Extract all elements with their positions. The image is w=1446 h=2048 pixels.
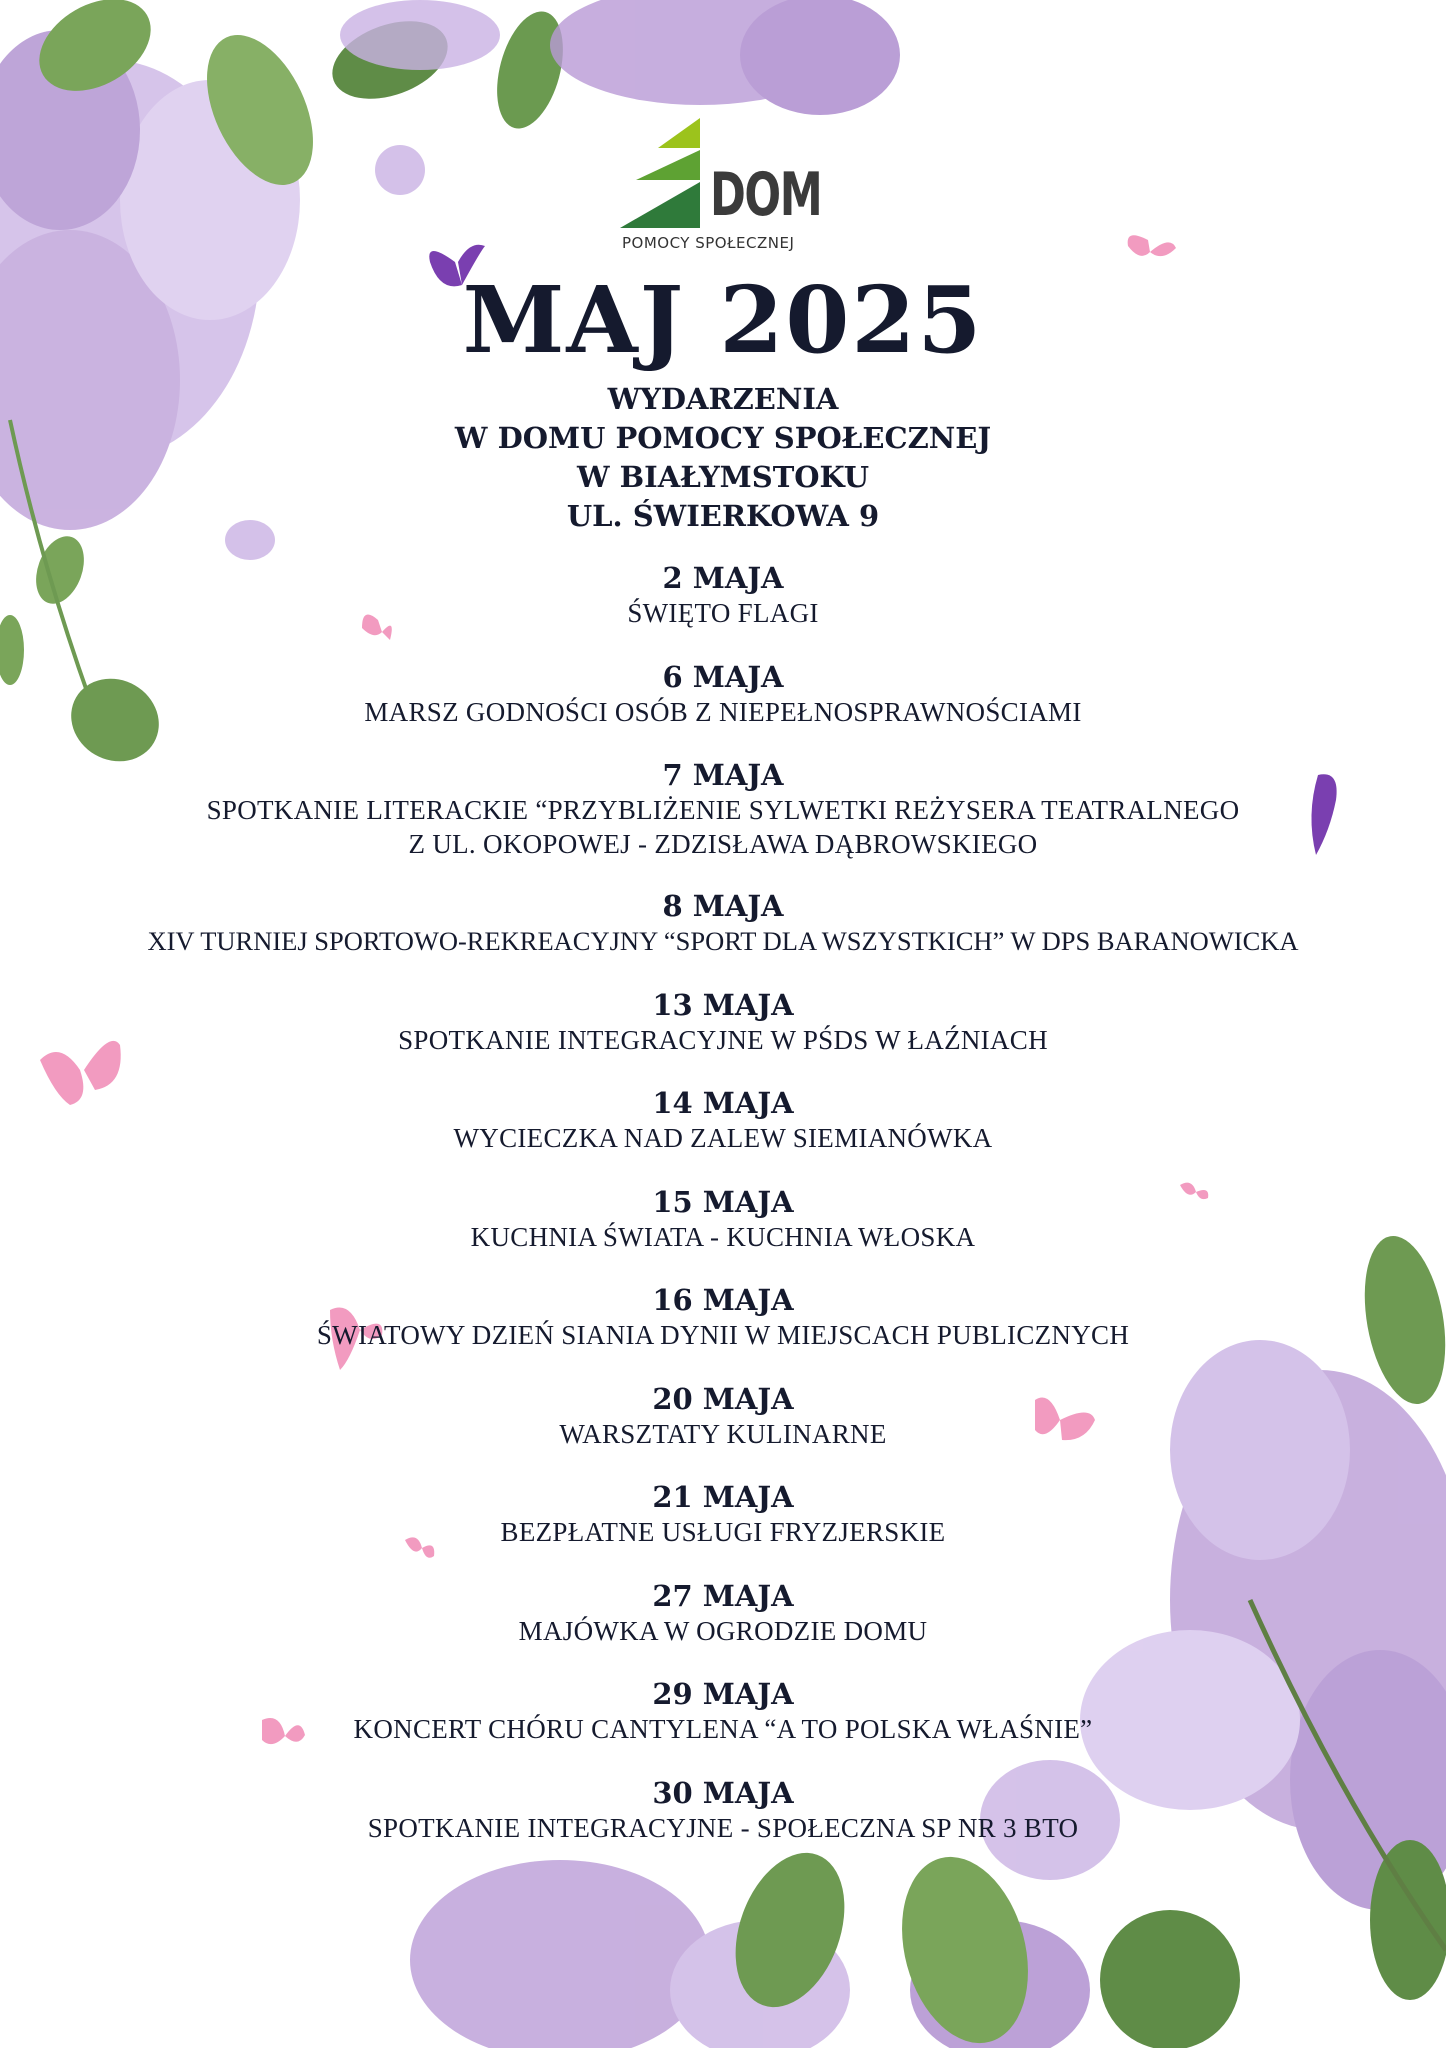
subtitle-line: WYDARZENIA [607, 382, 839, 416]
event-item [0, 1775, 1446, 1874]
event-date: 6 MAJA [662, 659, 784, 694]
event-item [0, 1282, 1446, 1381]
event-item [0, 659, 1446, 758]
event-date: 27 MAJA [652, 1578, 794, 1613]
event-item [0, 1676, 1446, 1775]
logo-tree-icon [620, 118, 710, 228]
event-date: 8 MAJA [662, 889, 784, 923]
logo-subtitle: POMOCY SPOŁECZNEJ [622, 234, 795, 252]
event-description: WARSZTATY KULINARNE [559, 1418, 887, 1449]
logo-brand: DOM [710, 160, 822, 230]
event-description: XIV TURNIEJ SPORTOWO-REKREACYJNY “SPORT DLA WSZYSTKICH” W DPS BARANOWICKA [147, 926, 1299, 956]
event-description: ŚWIĘTO FLAGI [627, 598, 819, 628]
event-date: 13 MAJA [652, 987, 794, 1022]
event-item [0, 1578, 1446, 1677]
subtitle-line: W DOMU POMOCY SPOŁECZNEJ [454, 421, 992, 455]
event-description: WYCIECZKA NAD ZALEW SIEMIANÓWKA [453, 1123, 993, 1153]
event-item [0, 757, 1446, 888]
event-item [0, 1381, 1446, 1480]
event-date: 15 MAJA [652, 1184, 794, 1219]
event-item [0, 1184, 1446, 1283]
event-description: KUCHNIA ŚWIATA - KUCHNIA WŁOSKA [470, 1221, 976, 1252]
event-description: SPOTKANIE INTEGRACYJNE W PŚDS W ŁAŹNIACH [398, 1024, 1048, 1055]
event-date: 30 MAJA [652, 1775, 794, 1810]
events-list [0, 560, 1446, 1873]
event-description: ŚWIATOWY DZIEŃ SIANIA DYNII W MIEJSCACH PUBLICZNYCH [316, 1320, 1130, 1350]
subtitle-line: W BIAŁYMSTOKU [576, 460, 870, 494]
event-description: KONCERT CHÓRU CANTYLENA “A TO POLSKA WŁAŚNIE” [353, 1714, 1093, 1744]
event-item [0, 1479, 1446, 1578]
logo [618, 118, 828, 258]
event-description: Z UL. OKOPOWEJ - ZDZISŁAWA DĄBROWSKIEGO [408, 829, 1038, 859]
event-date: 20 MAJA [652, 1381, 794, 1416]
subtitle [0, 380, 1446, 536]
event-item [0, 888, 1446, 987]
event-item [0, 560, 1446, 659]
event-date: 16 MAJA [652, 1283, 794, 1317]
event-description: MAJÓWKA W OGRODZIE DOMU [518, 1615, 928, 1646]
subtitle-line: UL. ŚWIERKOWA 9 [566, 499, 880, 533]
event-date: 2 MAJA [662, 561, 784, 595]
event-description: SPOTKANIE LITERACKIE “PRZYBLIŻENIE SYLWETKI REŻYSERA TEATRALNEGO [206, 795, 1240, 825]
event-date: 21 MAJA [652, 1480, 794, 1514]
page-title: MAJ 2025 [462, 266, 984, 374]
event-item [0, 987, 1446, 1086]
event-date: 29 MAJA [652, 1677, 794, 1711]
event-item [0, 1085, 1446, 1184]
event-description: BEZPŁATNE USŁUGI FRYZJERSKIE [500, 1517, 946, 1547]
event-date: 14 MAJA [652, 1086, 794, 1120]
event-description: SPOTKANIE INTEGRACYJNE - SPOŁECZNA SP NR 3 BTO [367, 1812, 1079, 1843]
event-description: MARSZ GODNOŚCI OSÓB Z NIEPEŁNOSPRAWNOŚCIAMI [364, 696, 1082, 727]
event-date: 7 MAJA [662, 758, 784, 792]
